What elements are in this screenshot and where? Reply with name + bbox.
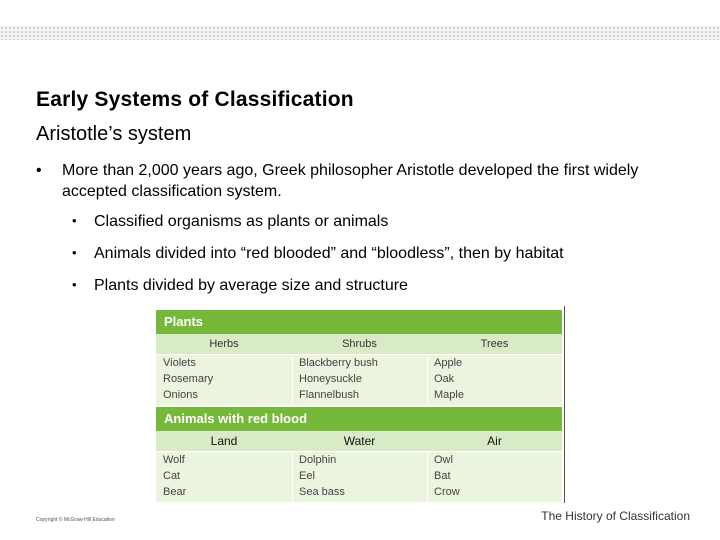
animals-body (156, 452, 562, 502)
table-column (292, 355, 427, 405)
table-column (427, 452, 562, 502)
classification-table (154, 306, 565, 503)
table-cell: Rosemary (163, 373, 214, 385)
column-divider (427, 452, 428, 502)
footer-caption: The History of Classification (541, 509, 690, 523)
table-column (156, 452, 292, 502)
sub-bullet-text: Plants divided by average size and structure (94, 277, 408, 294)
bullet-marker: • (72, 245, 77, 260)
bullet-marker: • (72, 213, 77, 228)
column-divider (292, 355, 293, 405)
table-cell: Dolphin (299, 454, 337, 466)
table-column (427, 355, 562, 405)
table-cell: Cat (163, 470, 181, 482)
table-cell: Apple (434, 357, 463, 369)
column-divider (427, 355, 428, 405)
column-header: Shrubs (342, 338, 377, 350)
animals-heading: Animals with red blood (156, 407, 562, 431)
plants-body (156, 355, 562, 405)
table-cell: Bat (434, 470, 451, 482)
table-cell: Violets (163, 357, 196, 369)
column-header: Herbs (209, 338, 239, 350)
table-cell: Oak (434, 373, 455, 385)
slide-title: Early Systems of Classification (36, 88, 354, 111)
table-column (292, 452, 427, 502)
slide-subtitle: Aristotle’s system (36, 123, 192, 145)
table-cell: Honeysuckle (299, 373, 362, 385)
table-cell: Flannelbush (299, 389, 359, 401)
plants-heading: Plants (156, 310, 562, 334)
decorative-dotted-band (0, 26, 720, 40)
animals-column-header (156, 431, 562, 451)
bullet-marker: • (36, 162, 42, 179)
table-cell: Crow (434, 486, 460, 498)
plants-column-header (156, 334, 562, 354)
table-cell: Wolf (163, 454, 185, 466)
column-divider (292, 452, 293, 502)
table-cell: Onions (163, 389, 198, 401)
table-cell: Blackberry bush (299, 357, 378, 369)
column-header: Water (343, 434, 376, 448)
column-header: Air (487, 434, 502, 448)
main-bullet-text: More than 2,000 years ago, Greek philosopher Aristotle developed the first widely accepted classification system. (62, 162, 639, 200)
sub-bullet-text: Classified organisms as plants or animals (94, 213, 389, 230)
column-header: Land (210, 434, 238, 448)
table-cell: Bear (163, 486, 187, 498)
table-cell: Owl (434, 454, 453, 466)
table-cell: Maple (434, 389, 464, 401)
column-header: Trees (480, 338, 509, 350)
bullet-marker: • (72, 277, 77, 292)
table-cell: Eel (299, 470, 315, 482)
table-cell: Sea bass (299, 486, 345, 498)
copyright-notice: Copyright © McGraw-Hill Education (36, 517, 115, 523)
sub-bullet-text: Animals divided into “red blooded” and “bloodless”, then by habitat (94, 245, 564, 262)
table-column (156, 355, 292, 405)
